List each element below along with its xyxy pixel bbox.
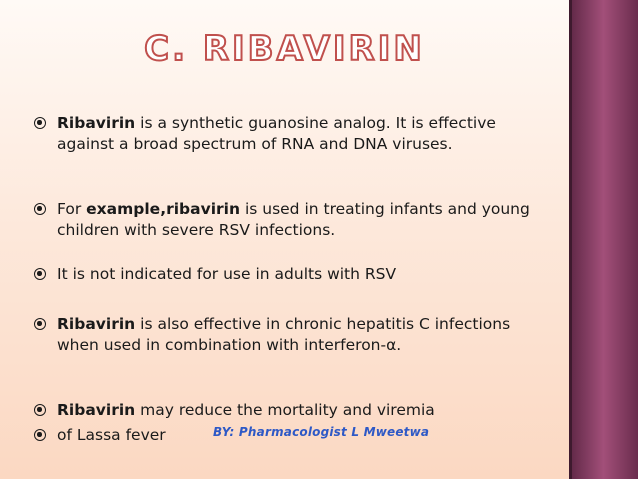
bullet-prefix: For [57,200,87,218]
bullet-text [57,400,534,421]
bullet-body: is a synthetic guanosine analog. It is effective against a broad spectrum of RNA and DNA viruses. [57,114,496,153]
bullet-text [57,314,534,356]
bullet-icon [34,404,46,416]
bullet-bold-term: Ribavirin [57,114,136,132]
bullet-icon [34,318,46,330]
bullet-bold-term: example,ribavirin [86,200,241,218]
bullet-icon [34,429,46,441]
bullet-body: is used in treating infants and young children with severe RSV infections. [57,200,530,239]
bullet-icon [34,203,46,215]
bullet-text [57,264,534,285]
slide-title: C. RIBAVIRIN [144,29,425,69]
bullet-body: of Lassa fever [57,426,166,444]
bullet-icon [34,268,46,280]
bullet-text [57,199,534,241]
bullet-body: It is not indicated for use in adults with RSV [57,265,397,283]
bullet-bold-term: Ribavirin [57,401,136,419]
bullet-body: may reduce the mortality and viremia [135,401,435,419]
bullet-bold-term: Ribavirin [57,315,136,333]
author-credit: BY: Pharmacologist L Mweetwa [213,425,430,439]
bullet-text [57,113,534,155]
side-bar-edge [569,0,572,479]
decorative-side-bar [569,0,638,479]
bullet-icon [34,117,46,129]
bullet-body: is also effective in chronic hepatitis C infections when used in combination with interferon-α. [57,315,511,354]
